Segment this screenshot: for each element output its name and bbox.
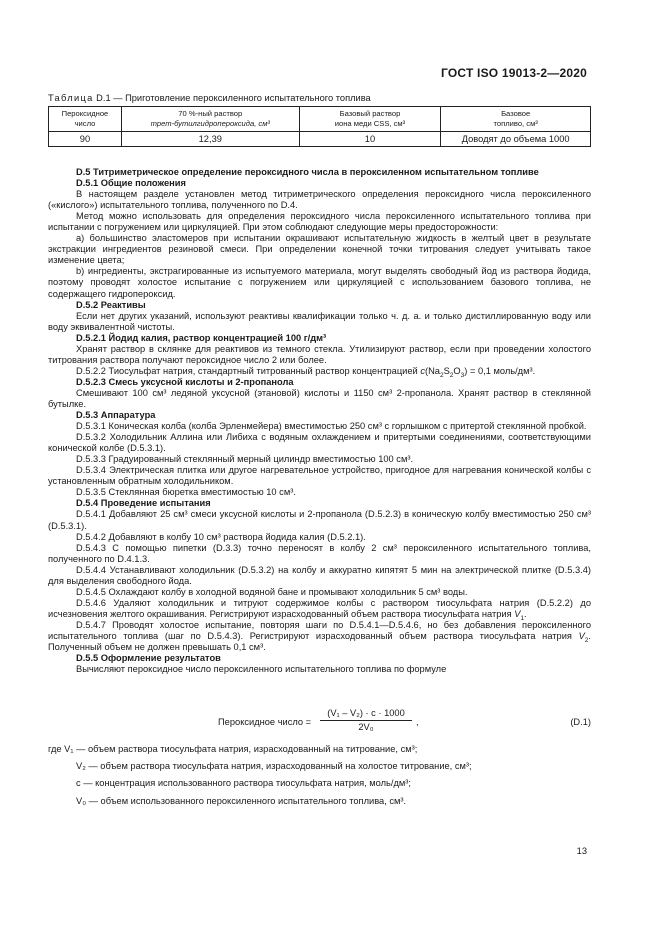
legend-v0: V₀ — объем использованного пероксиленного испытательного топлива, см³.	[76, 795, 407, 806]
paragraph: D.5.4.2 Добавляют в колбу 10 см³ раствора йодида калия (D.5.2.1).	[76, 531, 366, 542]
paragraph: Метод можно использовать для определения пероксидного числа пероксиленного испытательного топлива при испытании с погружением или циркуляцией. При этом соблюдают следующие меры предосторожности:	[48, 211, 591, 233]
cell-peroxide-number: 90	[49, 132, 122, 147]
paragraph: D.5.4.1 Добавляют 25 см³ смеси уксусной кислоты и 2-пропанола (D.5.2.3) в коническую колбу вместимостью 250 см³ (D.5.3.1).	[48, 509, 591, 531]
paragraph: D.5.3.3 Градуированный стеклянный мерный цилиндр вместимостью 100 см³.	[76, 454, 414, 465]
formula-label: Пероксидное число =	[218, 717, 312, 727]
paragraph: D.5.4.4 Устанавливают холодильник (D.5.3.2) на колбу и аккуратно кипятят 5 мин на электрической плитке (D.5.3.4) для выделения свободного йода.	[48, 564, 591, 586]
table-caption	[48, 93, 371, 103]
paragraph: В настоящем разделе установлен метод титриметрического определения пероксидного числа пероксиленного («кислого») испытательного топлива, полученного по D.4.	[48, 189, 591, 211]
standard-number: ГОСТ ISO 19013-2—2020	[441, 66, 587, 80]
paragraph: Смешивают 100 см³ ледяной уксусной (этановой) кислоты и 1150 см³ 2-пропанола. Хранят раствор в стеклянной бутылке.	[48, 387, 591, 409]
paragraph: D.5.4.5 Охлаждают колбу в холодной водяной бане и промывают холодильник 5 см³ воды.	[76, 586, 468, 597]
paragraph-d5-4-7: D.5.4.7 Проводят холостое испытание, повторяя шаги по D.5.4.1—D.5.4.6, но без добавления пероксиленного испытательного топлива (шаг по D.5.4.3). Регистрируют израсходованный объем раствора тиосульфата натрия $V_2$. Полученный объем не должен превышать 0,1 см³.	[48, 619, 591, 653]
paragraph: D.5.3.2 Холодильник Аллина или Либиха с водяным охлаждением и притертыми соединениями, соответствующими конической колбе (D.5.3.1).	[48, 432, 591, 454]
list-item: b) ингредиенты, экстрагированные из испытуемого материала, могут выделять свободный йод из раствора йодида, поэтому проводят холостое испытание с погружением или циркуляцией с использованием базового топлива, не содержащего гидропероксид.	[48, 266, 591, 299]
formula-fraction	[320, 708, 412, 732]
heading-d5-4: D.5.4 Проведение испытания	[76, 498, 211, 509]
table-caption-text: D.1 — Приготовление пероксиленного испытательного топлива	[93, 93, 371, 103]
formula-denominator: 2V₀	[358, 722, 374, 732]
heading-d5: D.5 Титриметрическое определение пероксидного числа в пероксиленном испытательном топливе	[76, 167, 539, 177]
paragraph: D.5.4.3 С помощью пипетки (D.3.3) точно переносят в колбу 2 см³ пероксиленного испытательного топлива, полученного по D.4.1.3.	[48, 542, 591, 564]
document-body	[48, 167, 591, 675]
heading-d5-5: D.5.5 Оформление результатов	[76, 653, 221, 664]
paragraph: Если нет других указаний, используют реактивы квалификации только ч. д. а. и только дистиллированную воду или воду эквивалентной чистоты.	[48, 310, 591, 332]
page-number: 13	[576, 846, 587, 856]
cell-tbhp-volume: 12,39	[121, 132, 299, 147]
heading-d5-1: D.5.1 Общие положения	[76, 178, 186, 189]
heading-d5-2-3: D.5.2.3 Смесь уксусной кислоты и 2-пропанола	[76, 376, 294, 387]
formula-numerator: (V₁ – V₂) · c · 1000	[320, 708, 412, 721]
formula-number: (D.1)	[570, 717, 591, 727]
formula-d1	[48, 707, 591, 735]
header-copper-solution: Базовый раствор иона меди CSS, см³	[299, 107, 441, 132]
list-item: a) большинство эластомеров при испытании окрашивают испытательную жидкость в желтый цвет в результате экстракции ингредиентов резиновой смеси. При определении конечной точки титрования следует учитывать такое изменение цвета;	[48, 233, 591, 266]
paragraph: D.5.3.5 Стеклянная бюретка вместимостью 10 см³.	[76, 487, 296, 498]
cell-copper-volume: 10	[299, 132, 441, 147]
paragraph-d5-2-2: D.5.2.2 Тиосульфат натрия, стандартный титрованный раствор концентрацией $c(Na_2S_2O_3) = 0,1$ моль/дм³.	[76, 365, 536, 379]
paragraph: Вычисляют пероксидное число пероксиленного испытательного топлива по формуле	[76, 664, 447, 675]
table-caption-prefix: Таблица	[48, 93, 94, 103]
formula-comma: ,	[416, 717, 419, 727]
heading-d5-2-1: D.5.2.1 Йодид калия, раствор концентрацией 100 г/дм³	[76, 332, 327, 343]
legend-v1: где V₁ — объем раствора тиосульфата натрия, израсходованный на титрование, см³;	[48, 744, 418, 754]
formula-legend	[48, 741, 591, 810]
header-tbhp-solution: 70 %-ный раствор трет-бутилгидропероксида, см³	[121, 107, 299, 132]
legend-v2: V₂ — объем раствора тиосульфата натрия, израсходованный на холостое титрование, см³;	[76, 761, 472, 772]
paragraph: D.5.3.1 Коническая колба (колба Эрленмейера) вместимостью 250 см³ с горлышком с притертой стеклянной пробкой.	[76, 421, 587, 432]
legend-c: c — концентрация использованного раствора тиосульфата натрия, моль/дм³;	[76, 778, 411, 789]
preparation-table	[48, 106, 591, 147]
heading-d5-3: D.5.3 Аппаратура	[76, 410, 156, 421]
header-base-fuel: Базовое топливо, см³	[441, 107, 591, 132]
table-row	[49, 132, 591, 147]
table-header-row	[49, 107, 591, 132]
paragraph-d5-4-6: D.5.4.6 Удаляют холодильник и титруют содержимое колбы с раствором тиосульфата натрия (D.5.2.2) до исчезновения желтого окрашивания. Регистрируют израсходованный объем раствора тиосульфата натрия $V_1$.	[48, 597, 591, 622]
header-peroxide-number: Пероксидное число	[49, 107, 122, 132]
cell-base-fuel: Доводят до объема 1000	[441, 132, 591, 147]
paragraph: Хранят раствор в склянке для реактивов из темного стекла. Утилизируют раствор, если при проведении холостого титрования раствора получают пероксидное число 2 или более.	[48, 343, 591, 365]
heading-d5-2: D.5.2 Реактивы	[76, 299, 146, 310]
paragraph: D.5.3.4 Электрическая плитка или другое нагревательное устройство, пригодное для нагревания конической колбы с установленным обратным холодильником.	[48, 465, 591, 487]
